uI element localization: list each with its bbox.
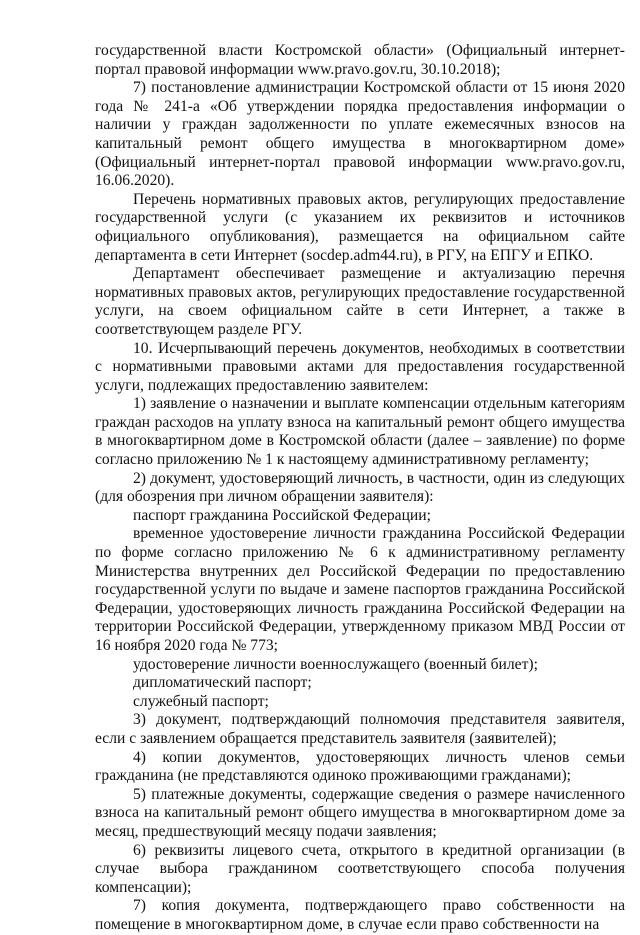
paragraph-10-2-identity: 2) документ, удостоверяющий личность, в частности, один из следующих (для обозрения при личном обращении заявителя): — [95, 469, 625, 506]
paragraph-temporary-id: временное удостоверение личности гражданина Российской Федерации по форме согласно приложению № 6 к административному регламенту Министерства внутренних дел Российской Федерации по предоставлению государственной услуги по выдаче и замене паспортов гражданина Российской Федерации, удостоверяющих личность гражданина Российской Федерации на территории Российской Федерации, утвержденному приказом МВД России от 16 ноября 2020 года № 773; — [95, 525, 625, 654]
paragraph-10-6-bank-account: 6) реквизиты лицевого счета, открытого в кредитной организации (в случае выбора гражданином соответствующего способа получения компенсации); — [95, 841, 625, 896]
paragraph-10-5-payment-docs: 5) платежные документы, содержащие сведения о размере начисленного взноса на капитальный ремонт общего имущества в многоквартирном доме за месяц, предшествующий месяцу подачи заявления; — [95, 785, 625, 840]
paragraph-item-7-regulation: 7) постановление администрации Костромской области от 15 июня 2020 года № 241-а «Об утверждении порядка предоставления информации о наличии у граждан задолженности по уплате ежемесячных взносов на капитальный ремонт общего имущества в многоквартирном доме» (Официальный интернет-портал правовой информации www.pravo.gov.ru, 16.06.2020). — [95, 79, 625, 190]
paragraph-10-3-representative: 3) документ, подтверждающий полномочия представителя заявителя, если с заявлением обращается представитель заявителя (заявителей); — [95, 711, 625, 747]
paragraph-10-7-ownership: 7) копия документа, подтверждающего право собственности на помещение в многоквартирном доме, в случае если право собственности на — [95, 897, 625, 933]
paragraph-10-4-family-ids: 4) копии документов, удостоверяющих личность членов семьи гражданина (не представляются одиноко проживающими гражданами); — [95, 748, 625, 785]
paragraph-military-id: удостоверение личности военнослужащего (военный билет); — [133, 655, 538, 673]
paragraph-section-10: 10. Исчерпывающий перечень документов, необходимых в соответствии с нормативными правовыми актами для предоставления государственной услуги, подлежащих предоставлению заявителем: — [95, 339, 625, 394]
paragraph-passport: паспорт гражданина Российской Федерации; — [133, 506, 431, 524]
paragraph-service-passport: служебный паспорт; — [133, 692, 269, 710]
paragraph-continuation: государственной власти Костромской области» (Официальный интернет-портал правовой информации www.pravo.gov.ru, 30.10.2018); — [95, 42, 625, 78]
paragraph-diplomatic-passport: дипломатический паспорт; — [133, 674, 312, 692]
document-body — [95, 42, 625, 935]
paragraph-10-1-application: 1) заявление о назначении и выплате компенсации отдельным категориям граждан расходов на уплату взноса на капитальный ремонт общего имущества в многоквартирном доме в Костромской области (далее – заявление) по форме согласно приложению № 1 к настоящему административному регламенту; — [95, 395, 625, 469]
paragraph-department-duties: Департамент обеспечивает размещение и актуализацию перечня нормативных правовых актов, регулирующих предоставление государственной услуги, на своем официальном сайте в сети Интернет, а также в соответствующем разделе РГУ. — [95, 265, 625, 338]
paragraph-legal-acts-list: Перечень нормативных правовых актов, регулирующих предоставление государственной услуги (с указанием их реквизитов и источников официального опубликования), размещается на официальном сайте департамента в сети Интернет (socdep.adm44.ru), в РГУ, на ЕПГУ и ЕПКО. — [95, 190, 625, 264]
